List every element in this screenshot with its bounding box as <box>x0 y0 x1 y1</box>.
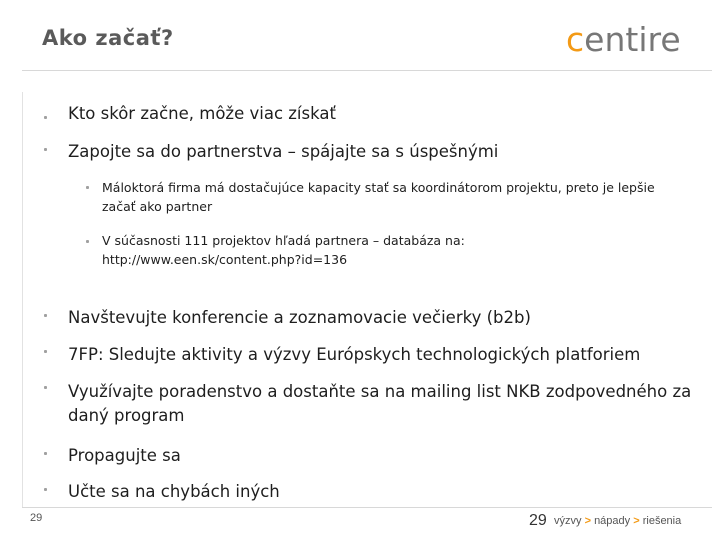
sub-bullet-dot <box>86 186 89 189</box>
bullet-dot <box>44 148 47 151</box>
tagline-word: nápady <box>594 515 631 527</box>
bullet-dot <box>44 488 47 491</box>
bullet-dot <box>44 350 47 353</box>
bullet-item: Kto skôr začne, môže viac získať <box>68 104 336 123</box>
bullet-dot <box>44 452 47 455</box>
bullet-dot <box>44 116 47 119</box>
chevron-right-icon: > <box>584 515 591 527</box>
chevron-right-icon: > <box>633 515 640 527</box>
logo-rest: entire <box>584 20 681 59</box>
sub-bullet-line: začať ako partner <box>102 199 213 214</box>
sub-bullet-line: Máloktorá firma má dostačujúce kapacity stať sa koordinátorom projektu, preto je lepšie <box>102 180 655 195</box>
bullet-dot <box>44 314 47 317</box>
bullet-item-continuation: daný program <box>68 406 185 425</box>
tagline-word: výzvy <box>554 515 582 527</box>
bullet-item: Zapojte sa do partnerstva – spájajte sa s úspešnými <box>68 142 499 161</box>
tagline-word: riešenia <box>642 515 682 527</box>
footer-divider <box>22 507 712 508</box>
header-divider <box>22 70 712 71</box>
logo-accent-letter: c <box>566 20 585 59</box>
bullet-item: Učte sa na chybách iných <box>68 482 280 501</box>
bullet-dot <box>44 386 47 389</box>
page-number-small: 29 <box>30 512 43 524</box>
left-divider <box>22 92 23 507</box>
bullet-item: Propagujte sa <box>68 446 181 465</box>
bullet-item: Využívajte poradenstvo a dostaňte sa na mailing list NKB zodpovedného za <box>68 382 692 401</box>
bullet-item: 7FP: Sledujte aktivity a výzvy Európskych technologických platforiem <box>68 345 641 364</box>
sub-bullet-line: http://www.een.sk/content.php?id=136 <box>102 252 348 267</box>
bullet-item: Navštevujte konferencie a zoznamovacie večierky (b2b) <box>68 308 531 327</box>
sub-bullet-dot <box>86 240 89 243</box>
header <box>0 0 728 70</box>
slide-title: Ako začať? <box>42 26 174 50</box>
centire-logo <box>566 20 681 59</box>
sub-bullet-line: V súčasnosti 111 projektov hľadá partnera – databáza na: <box>102 233 465 248</box>
tagline <box>554 515 681 527</box>
page-number: 29 <box>529 512 547 529</box>
